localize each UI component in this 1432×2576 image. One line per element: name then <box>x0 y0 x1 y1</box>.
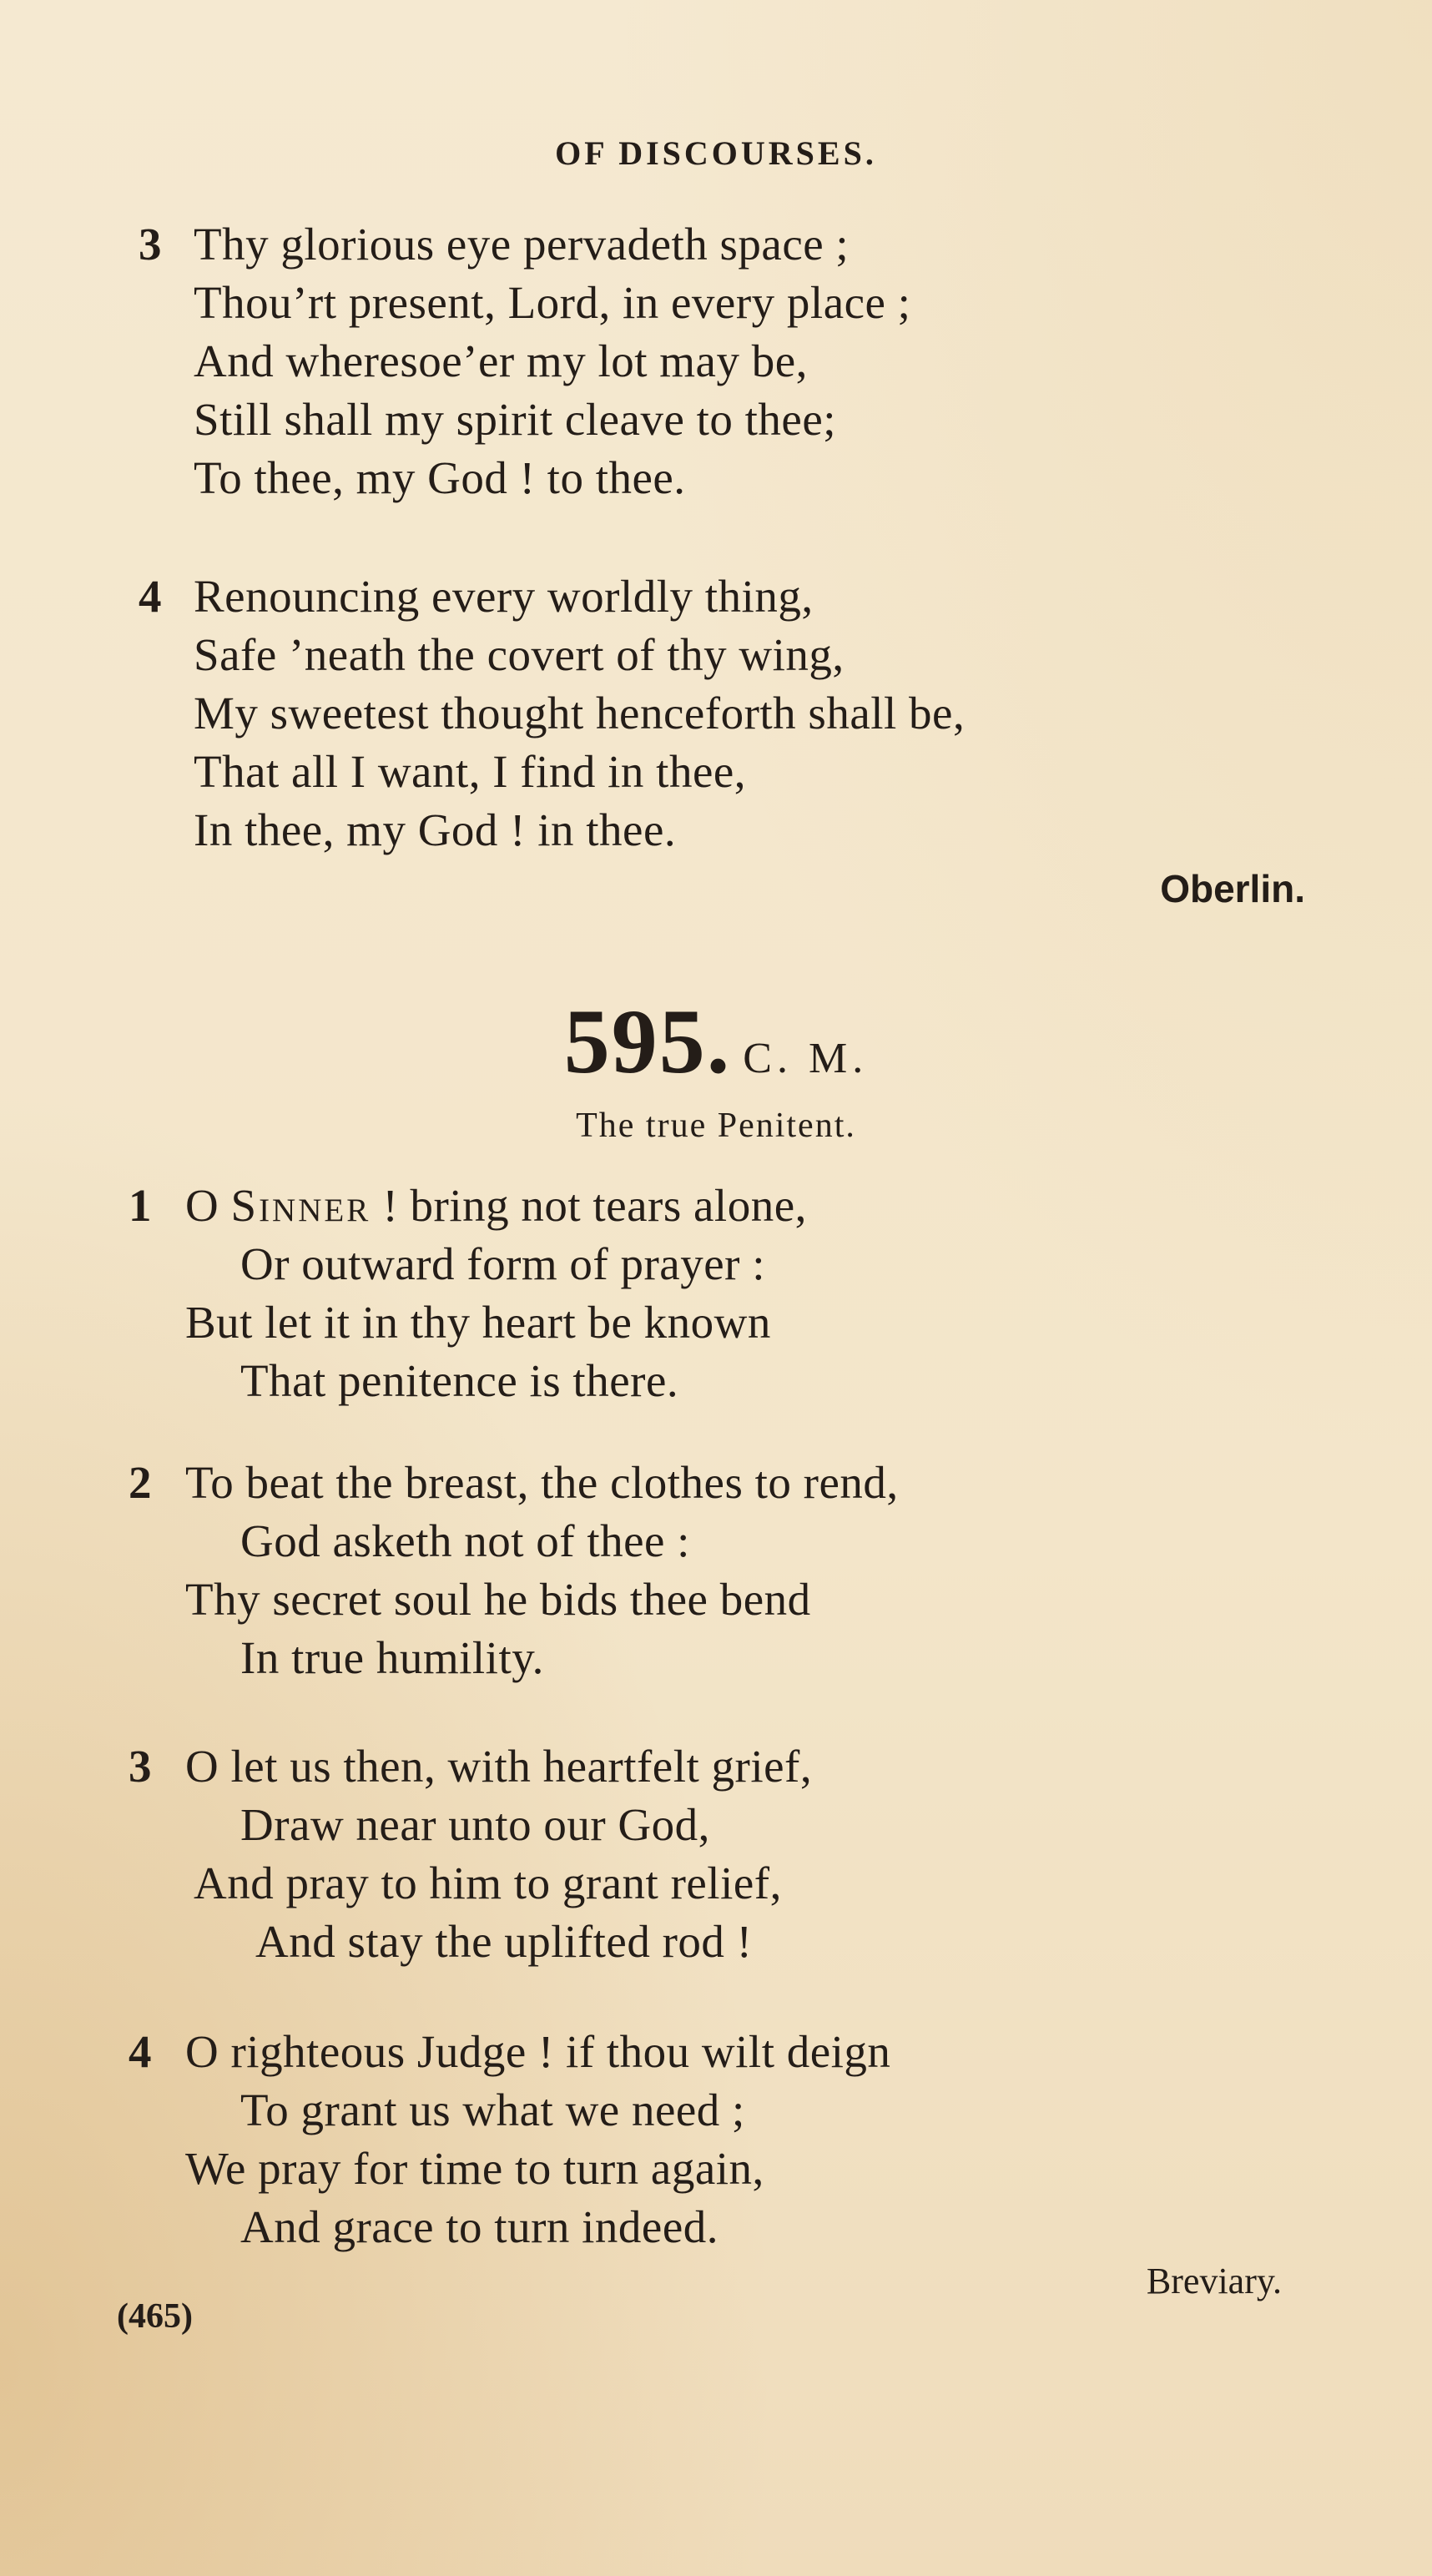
verse-line: Thou’rt present, Lord, in every place ; <box>194 277 911 328</box>
hymn-meter: C. M. <box>743 1035 869 1082</box>
author-attribution: Oberlin. <box>1160 867 1305 910</box>
running-head: OF DISCOURSES. <box>555 134 877 172</box>
verse-line: In thee, my God ! in thee. <box>194 804 677 855</box>
verse-line: To grant us what we need ; <box>240 2084 745 2135</box>
first-line-rest: ! bring not tears alone, <box>371 1180 807 1231</box>
verse-line: O righteous Judge ! if thou wilt deign <box>185 2026 891 2077</box>
first-word: O <box>185 1180 219 1231</box>
verse-line: Thy secret soul he bids thee bend <box>185 1574 811 1625</box>
hymn-heading <box>0 989 1432 1095</box>
verse-line: And grace to turn indeed. <box>240 2201 719 2252</box>
verse-line: And wheresoe’er my lot may be, <box>194 335 808 386</box>
stanza-number: 2 <box>129 1457 152 1508</box>
stanza-number: 3 <box>139 219 162 270</box>
first-word-small-caps: Sinner <box>230 1180 371 1231</box>
stanza-number: 4 <box>139 571 162 622</box>
verse-line: Or outward form of prayer : <box>240 1238 765 1289</box>
verse-line: My sweetest thought henceforth shall be, <box>194 688 966 739</box>
verse-line: To beat the breast, the clothes to rend, <box>185 1457 899 1508</box>
verse-line: And stay the uplifted rod ! <box>255 1916 753 1967</box>
verse-line: Renouncing every worldly thing, <box>194 571 814 622</box>
verse-line: Draw near unto our God, <box>240 1799 710 1850</box>
stanza-number: 4 <box>129 2026 152 2077</box>
stanza-number: 3 <box>129 1741 152 1792</box>
hymn-number: 595. <box>563 991 732 1092</box>
author-attribution: Breviary. <box>1146 2261 1282 2301</box>
verse-line: O let us then, with heartfelt grief, <box>185 1741 813 1792</box>
verse-line-first <box>185 1177 807 1235</box>
verse-line: That penitence is there. <box>240 1355 679 1406</box>
stanza-number: 1 <box>129 1180 152 1231</box>
verse-line: We pray for time to turn again, <box>185 2143 764 2194</box>
hymn-title: The true Penitent. <box>576 1107 856 1145</box>
verse-line: Safe ’neath the covert of thy wing, <box>194 629 845 680</box>
verse-line: Thy glorious eye pervadeth space ; <box>194 219 850 270</box>
verse-line: But let it in thy heart be known <box>185 1297 771 1348</box>
verse-line: To thee, my God ! to thee. <box>194 452 686 503</box>
verse-line: God asketh not of thee : <box>240 1515 690 1566</box>
verse-line: Still shall my spirit cleave to thee; <box>194 394 837 445</box>
verse-line: That all I want, I find in thee, <box>194 746 747 797</box>
page-number: (465) <box>117 2297 193 2336</box>
verse-line: In true humility. <box>240 1632 544 1683</box>
verse-line: And pray to him to grant relief, <box>194 1858 782 1908</box>
